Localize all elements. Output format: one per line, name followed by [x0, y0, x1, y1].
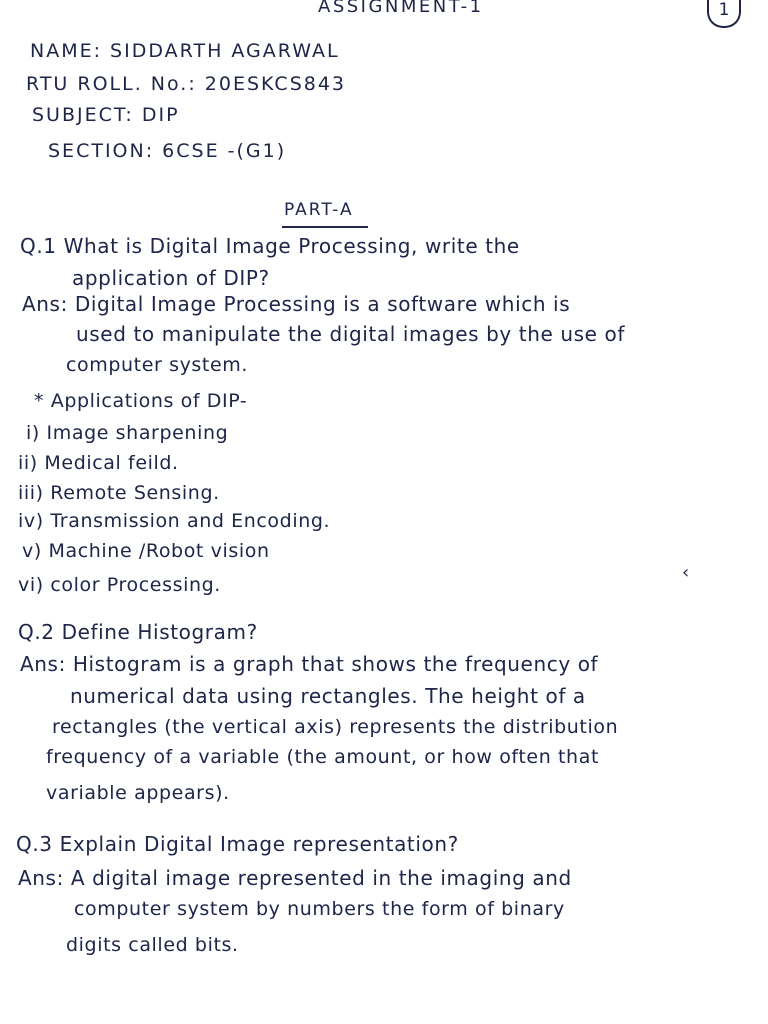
check-tick-icon: ‹ [682, 562, 690, 583]
name-line: NAME: SIDDARTH AGARWAL [30, 40, 340, 62]
q1-question-line-1: Q.1 What is Digital Image Processing, write the [20, 234, 520, 258]
application-item: i) Image sharpening [26, 422, 229, 444]
application-item: vi) color Processing. [18, 574, 221, 596]
q3-answer-line-1: Ans: A digital image represented in the imaging and [18, 866, 572, 890]
q1-question-line-2: application of DIP? [72, 266, 270, 290]
roll-number-line: RTU ROLL. No.: 20ESKCS843 [26, 73, 347, 95]
q2-answer-line-4: frequency of a variable (the amount, or how often that [46, 746, 599, 768]
applications-heading: * Applications of DIP- [34, 390, 248, 412]
q2-answer-line-2: numerical data using rectangles. The height of a [70, 684, 586, 708]
application-item: ii) Medical feild. [18, 452, 179, 474]
part-heading-underline [282, 226, 368, 228]
q1-answer-line-1: Ans: Digital Image Processing is a software which is [22, 292, 571, 316]
page-number: 1 [707, 0, 741, 28]
assignment-title: ASSIGNMENT-1 [318, 0, 484, 17]
q1-answer-line-2: used to manipulate the digital images by the use of [76, 322, 626, 346]
section-line: SECTION: 6CSE -(G1) [48, 140, 287, 162]
part-heading: PART-A [284, 200, 354, 220]
subject-line: SUBJECT: DIP [32, 104, 180, 126]
q3-answer-line-3: digits called bits. [66, 934, 239, 956]
q2-question-line-1: Q.2 Define Histogram? [18, 620, 258, 644]
application-item: iii) Remote Sensing. [18, 482, 220, 504]
q2-answer-line-5: variable appears). [46, 782, 230, 804]
q3-answer-line-2: computer system by numbers the form of binary [74, 898, 565, 920]
q1-answer-line-3: computer system. [66, 354, 249, 376]
q2-answer-line-1: Ans: Histogram is a graph that shows the frequency of [20, 652, 599, 676]
q2-answer-line-3: rectangles (the vertical axis) represents the distribution [52, 716, 619, 738]
application-item: iv) Transmission and Encoding. [18, 510, 331, 532]
application-item: v) Machine /Robot vision [22, 540, 270, 562]
q3-question-line-1: Q.3 Explain Digital Image representation? [16, 832, 459, 856]
